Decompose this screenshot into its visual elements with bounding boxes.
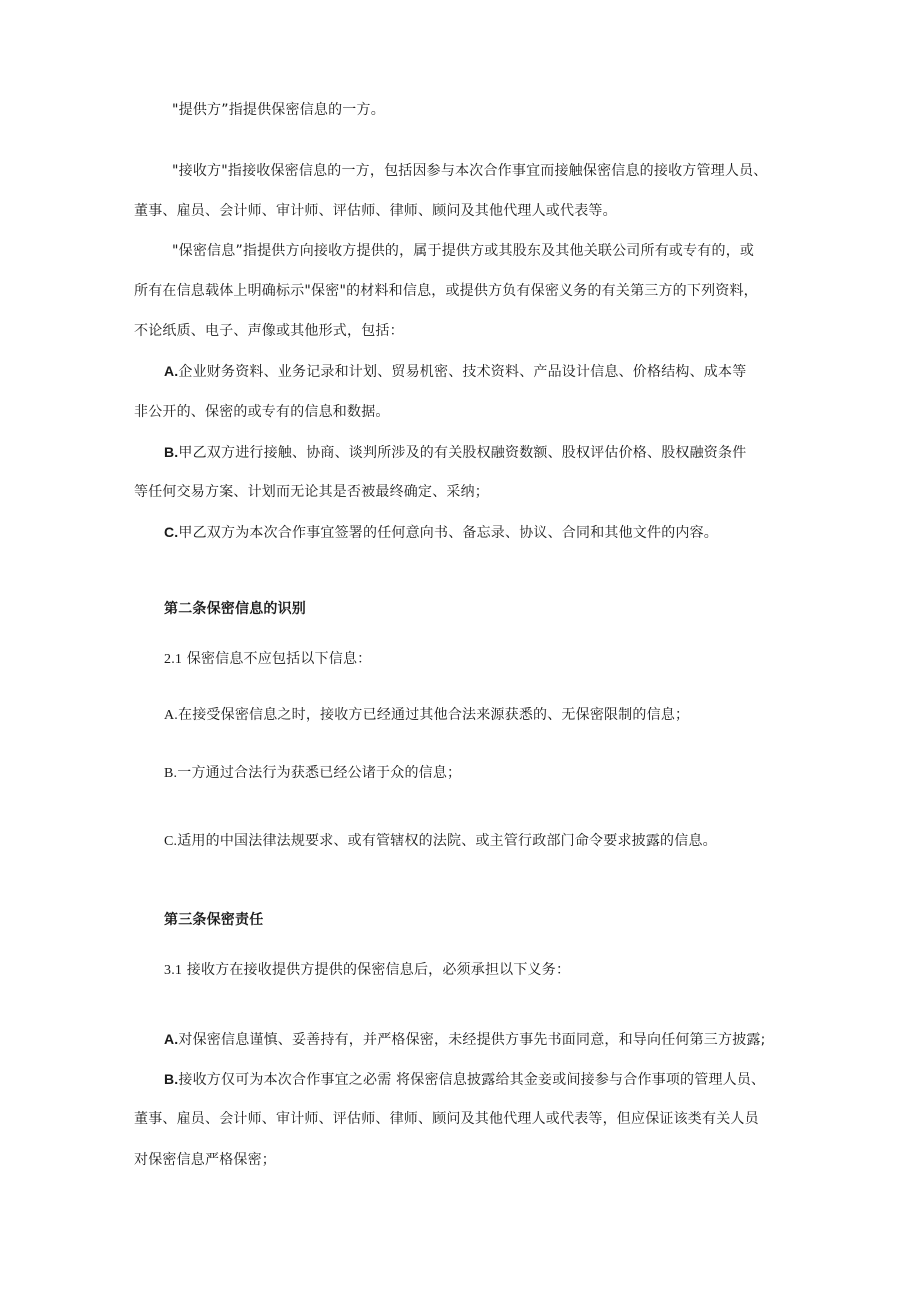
definition-confidential-line-1: "保密信息”指提供方向接收方提供的，属于提供方或其股东及其他关联公司所有或专有的，或 [172,243,755,259]
definition-item-a-line-2: 非公开的、保密的或专有的信息和数据。 [134,404,390,420]
item-label: C. [164,834,178,849]
item-label: B. [164,1071,179,1087]
item-label: A. [164,363,179,379]
definition-item-a-line-1 [164,362,746,381]
item-text: 接收方仅可为本次合作事宜之必需 将保密信息披露给其金妾或间接参与合作事项的管理人员、 [178,1072,766,1088]
article-3-heading: 第三条保密责任 [164,912,264,928]
article-2-item-a [164,706,689,725]
clause-text: 接收方在接收提供方提供的保密信息后，必须承担以下义务： [182,962,571,978]
definition-recipient-line-1: "接收方"指接收保密信息的一方，包括因参与本次合作事宜而接触保密信息的接收方管理人员、 [172,163,768,179]
item-text: 甲乙双方进行接触、协商、谈判所涉及的有关股权融资数额、股权评估价格、股权融资条件 [178,445,747,461]
item-text: 适用的中国法律法规要求、或有管辖权的法院、或主管行政部门命令要求披露的信息。 [177,833,717,849]
item-label: B. [164,766,178,781]
item-text: 一方通过合法行为获悉已经公诸于众的信息； [177,765,462,781]
item-label: A. [164,708,179,723]
item-text: 甲乙双方为本次合作事宜签署的任何意向书、备忘录、协议、合同和其他文件的内容。 [178,525,719,541]
item-label: A. [164,1031,179,1047]
definition-item-c-line-1 [164,523,718,542]
definition-confidential-line-3: 不论纸质、电子、声像或其他形式，包括： [134,323,404,339]
article-2-item-b [164,764,461,783]
clause-text: 保密信息不应包括以下信息： [182,651,372,667]
article-3-item-b-line-3: 对保密信息严格保密； [134,1152,276,1168]
article-2-clause-2-1 [164,650,371,669]
item-text: 对保密信息谨慎、妥善持有，并严格保密，未经提供方事先书面同意，和导向任何第三方披露; [178,1032,766,1048]
item-text: 在接受保密信息之时，接收方已经通过其他合法来源获悉的、无保密限制的信息； [178,707,690,723]
article-2-heading: 第二条保密信息的识别 [164,601,306,617]
definition-provider: "提供方”指提供保密信息的一方。 [172,102,385,118]
article-3-item-a [164,1030,766,1049]
article-3-clause-3-1 [164,961,570,980]
article-2-item-c [164,832,717,851]
item-label: C. [164,524,179,540]
article-3-item-b-line-2: 董事、雇员、会计师、审计师、评估师、律师、顾问及其他代理人或代表等，但应保证该类有关人员 [134,1111,759,1127]
definition-confidential-line-2: 所有在信息载体上明确标示"保密"的材料和信息，或提供方负有保密义务的有关第三方的下列资料， [134,283,758,299]
definition-recipient-line-2: 董事、雇员、会计师、审计师、评估师、律师、顾问及其他代理人或代表等。 [134,203,617,219]
definition-item-b-line-2: 等任何交易方案、计划而无论其是否被最终确定、采纳； [134,484,489,500]
clause-number: 3.1 [164,963,183,978]
clause-number: 2.1 [164,652,183,667]
item-label: B. [164,444,179,460]
article-3-item-b-line-1 [164,1070,765,1089]
definition-item-b-line-1 [164,443,746,462]
item-text: 企业财务资料、业务记录和计划、贸易机密、技术资料、产品设计信息、价格结构、成本等 [178,364,747,380]
